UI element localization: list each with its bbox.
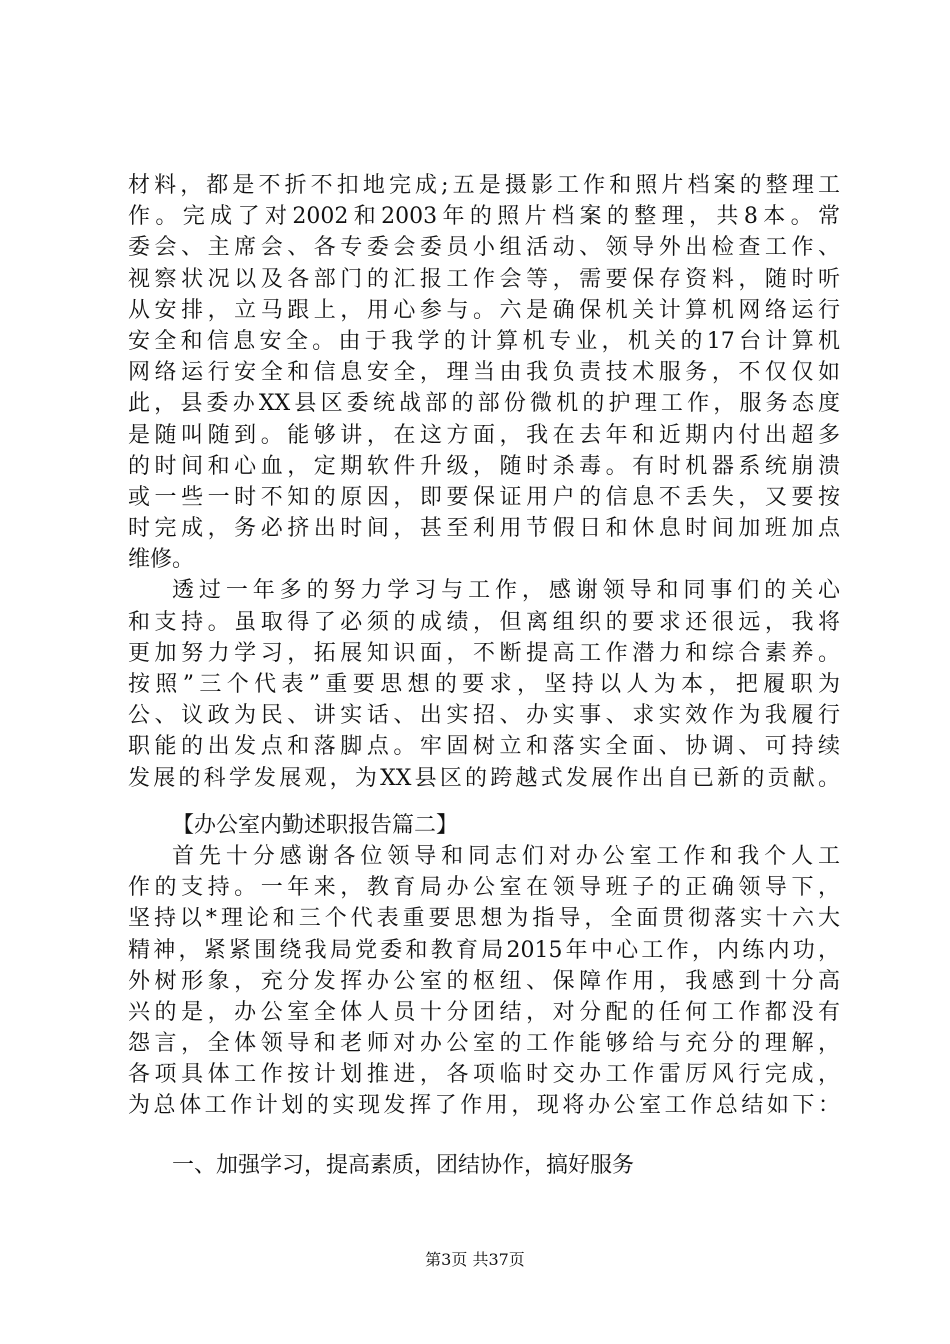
paragraph-line: 首先十分感谢各位领导和同志们对办公室工作和我个人工 [172,843,840,869]
paragraph-line: 维修。 [128,547,195,573]
paragraph-line: 作。完成了对2002和2003年的照片档案的整理，共8本。常 [128,204,840,230]
page-number-footer: 第3页 共37页 [425,1250,525,1269]
paragraph-line: 的时间和心血，定期软件升级，随时杀毒。有时机器系统崩溃 [128,453,840,479]
document-body [128,170,840,1181]
paragraph-2 [128,575,840,793]
paragraph-line: 发展的科学发展观，为XX县区的跨越式发展作出自已新的贡献。 [128,765,840,791]
spacer [128,1122,840,1150]
paragraph-line: 材料，都是不折不扣地完成;五是摄影工作和照片档案的整理工 [128,173,840,198]
paragraph-line: 或一些一时不知的原因，即要保证用户的信息不丢失，又要按 [128,484,840,510]
paragraph-line: 和支持。虽取得了必须的成绩，但离组织的要求还很远，我将 [128,609,840,635]
paragraph-line: 兴的是，办公室全体人员十分团结，对分配的任何工作都没有 [128,999,840,1025]
paragraph-line: 视察状况以及各部门的汇报工作会等，需要保存资料，随时听 [128,266,840,292]
paragraph-line: 透过一年多的努力学习与工作，感谢领导和同事们的关心 [172,578,840,604]
paragraph-1 [128,170,840,575]
paragraph-line: 安全和信息安全。由于我学的计算机专业，机关的17台计算机 [128,328,840,354]
paragraph-line: 为总体工作计划的实现发挥了作用，现将办公室工作总结如下： [128,1093,840,1119]
paragraph-3 [128,841,840,1122]
paragraph-line: 精神，紧紧围绕我局党委和教育局2015年中心工作，内练内功， [128,937,840,963]
paragraph-line: 时完成，务必挤出时间，甚至利用节假日和休息时间加班加点 [128,516,840,542]
paragraph-line: 公、议政为民、讲实话、出实招、办实事、求实效作为我履行 [128,703,840,729]
paragraph-line: 作的支持。一年来，教育局办公室在领导班子的正确领导下， [128,875,840,901]
paragraph-line: 坚持以*理论和三个代表重要思想为指导，全面贯彻落实十六大 [128,906,840,932]
spacer [128,794,840,810]
paragraph-line: 职能的出发点和落脚点。牢固树立和落实全面、协调、可持续 [128,734,840,760]
paragraph-line: 此，县委办XX县区委统战部的部份微机的护理工作，服务态度 [128,391,840,417]
paragraph-line: 更加努力学习，拓展知识面，不断提高工作潜力和综合素养。 [128,640,840,666]
paragraph-line: 网络运行安全和信息安全，理当由我负责技术服务，不仅仅如 [128,360,840,386]
section-heading: 【办公室内勤述职报告篇二】 [172,812,459,838]
paragraph-line: 委会、主席会、各专委会委员小组活动、领导外出检查工作、 [128,235,840,261]
paragraph-line: 外树形象，充分发挥办公室的枢纽、保障作用，我感到十分高 [128,968,840,994]
paragraph-line: 怨言，全体领导和老师对办公室的工作能够给与充分的理解， [128,1031,840,1057]
paragraph-line: 按照”三个代表”重要思想的要求，坚持以人为本，把履职为 [128,672,840,697]
subheading: 一、加强学习，提高素质，团结协作，搞好服务 [172,1152,635,1178]
paragraph-line: 各项具体工作按计划推进，各项临时交办工作雷厉风行完成， [128,1062,840,1088]
paragraph-line: 从安排，立马跟上，用心参与。六是确保机关计算机网络运行 [128,297,840,323]
paragraph-line: 是随叫随到。能够讲，在这方面，我在去年和近期内付出超多 [128,422,840,448]
